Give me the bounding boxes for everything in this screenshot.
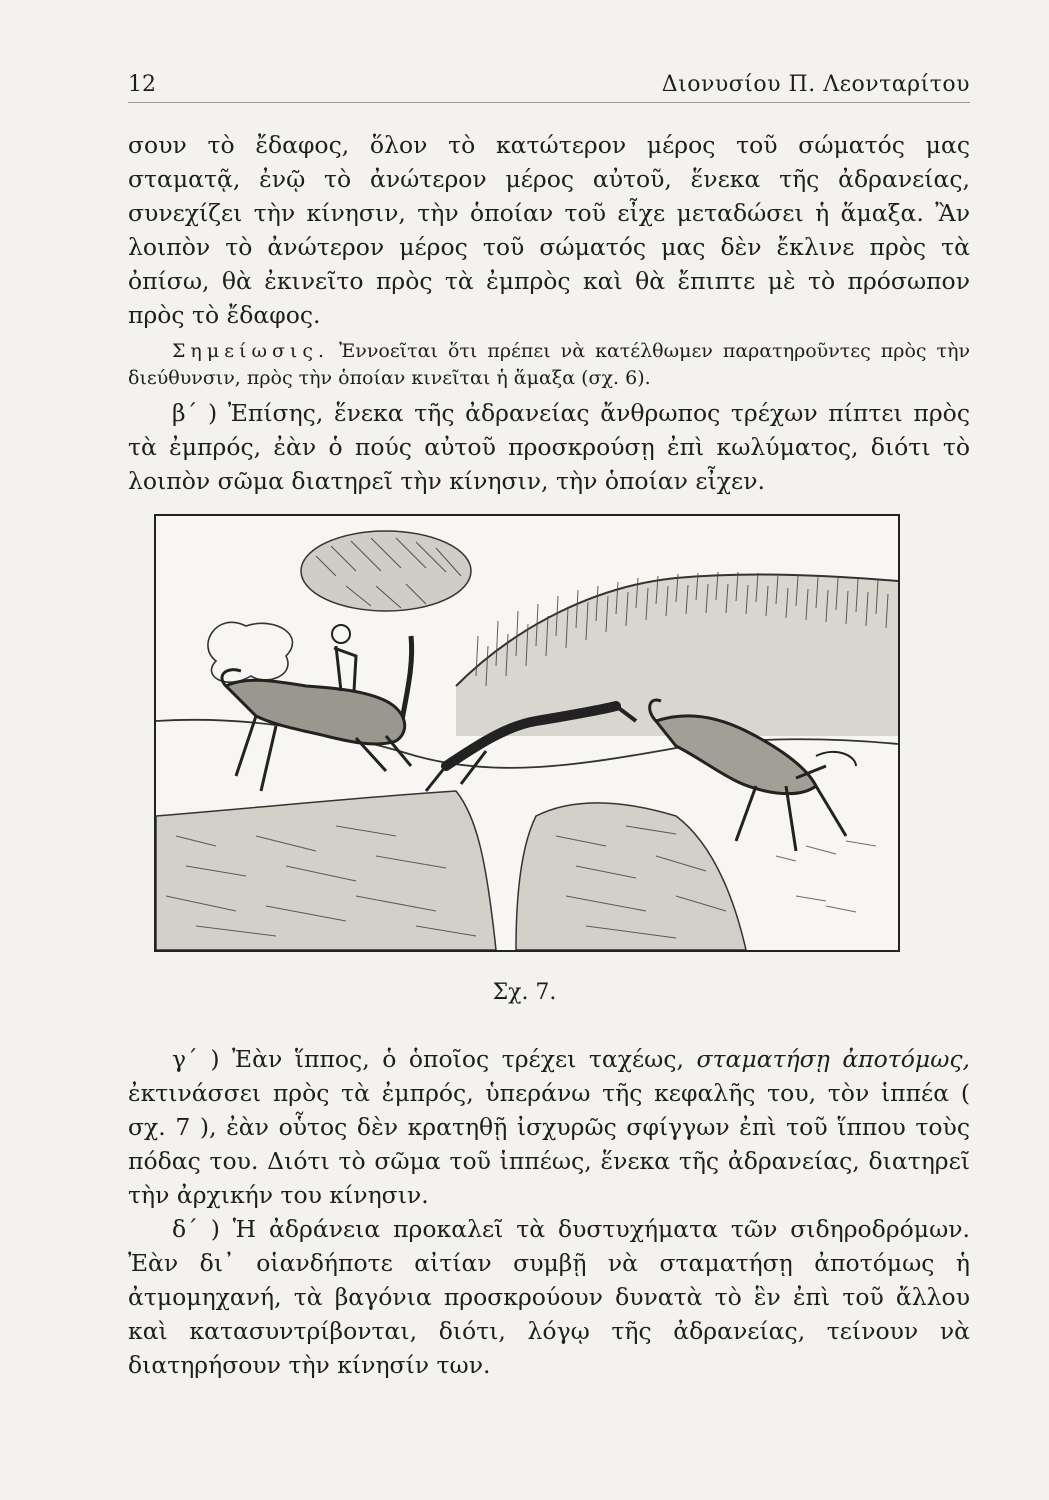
illustration-figure-7 [154,514,900,952]
running-head: Διονυσίου Π. Λεονταρίτου [661,72,970,97]
note-text: Ἐννοεῖται ὅτι πρέπει νὰ κατέλθωμεν παρατηροῦντες πρὸς τὴν διεύθυνσιν, πρὸς τὴν ὁποίαν κινεῖται ἡ ἅμαξα (σχ. 6). [128,340,971,389]
paragraph-gamma-label: γ΄ ) Ἐὰν ἵππος, ὁ ὁποῖος τρέχει ταχέως, [172,1045,684,1073]
paragraph-gamma-rest: ἐκτινάσσει πρὸς τὰ ἐμπρός, ὑπεράνω τῆς κεφαλῆς του, τὸν ἱππέα ( σχ. 7 ), ἐὰν οὗτος δὲν κρατηθῇ ἰσχυρῶς σφίγγων ἐπὶ τοῦ ἵππου τοὺς πόδας του. Διότι τὸ σῶμα τοῦ ἱππέως, ἕνεκα τῆς ἀδρανείας, διατηρεῖ τὴν ἀρχικήν του κίνησιν. [128,1079,970,1209]
bottom-text-block [128,1042,970,1382]
paragraph-delta: δ΄ ) Ἡ ἀδράνεια προκαλεῖ τὰ δυστυχήματα τῶν σιδηροδρόμων. Ἐὰν δι᾽ οἱανδήποτε αἰτίαν συμβῇ νὰ σταματήσῃ ἀποτόμως ἡ ἀτμομηχανή, τὰ βαγόνια προσκρούουν δυνατὰ τὸ ἓν ἐπὶ τοῦ ἄλλου καὶ κατασυντρίβονται, διότι, λόγῳ τῆς ἀδρανείας, τείνουν νὰ διατηρήσουν τὴν κίνησίν των. [128,1215,970,1379]
top-text-block [128,128,970,498]
illustration-drawing [156,516,898,950]
paragraph-gamma-emphasis: σταματήσῃ ἀποτόμως, [696,1045,970,1073]
paragraph-gamma [128,1042,970,1212]
note-paragraph [128,338,970,392]
paragraph-beta: β΄ ) Ἐπίσης, ἕνεκα τῆς ἀδρανείας ἄνθρωπος τρέχων πίπτει πρὸς τὰ ἐμπρός, ἐὰν ὁ πούς αὐτοῦ προσκρούσῃ ἐπὶ κωλύματος, διότι τὸ λοιπὸν σῶμα διατηρεῖ τὴν κίνησιν, τὴν ὁποίαν εἶχεν. [128,399,970,495]
note-label: Σημείωσις. [172,340,330,362]
figure-caption: Σχ. 7. [492,980,557,1005]
paragraph-continuation: σουν τὸ ἔδαφος, ὅλον τὸ κατώτερον μέρος τοῦ σώματός μας σταματᾷ, ἐνῷ τὸ ἀνώτερον μέρος αὐτοῦ, ἕνεκα τῆς ἀδρανείας, συνεχίζει τὴν κίνησιν, τὴν ὁποίαν τοῦ εἶχε μεταδώσει ἡ ἅμαξα. Ἂν λοιπὸν τὸ ἀνώτερον μέρος τοῦ σώματός μας δὲν ἔκλινε πρὸς τὰ ὀπίσω, θὰ ἐκινεῖτο πρὸς τὰ ἐμπρὸς καὶ θὰ ἔπιπτε μὲ τὸ πρόσωπον πρὸς τὸ ἔδαφος. [128,131,970,329]
page-number: 12 [128,72,156,97]
page-header [128,66,970,103]
